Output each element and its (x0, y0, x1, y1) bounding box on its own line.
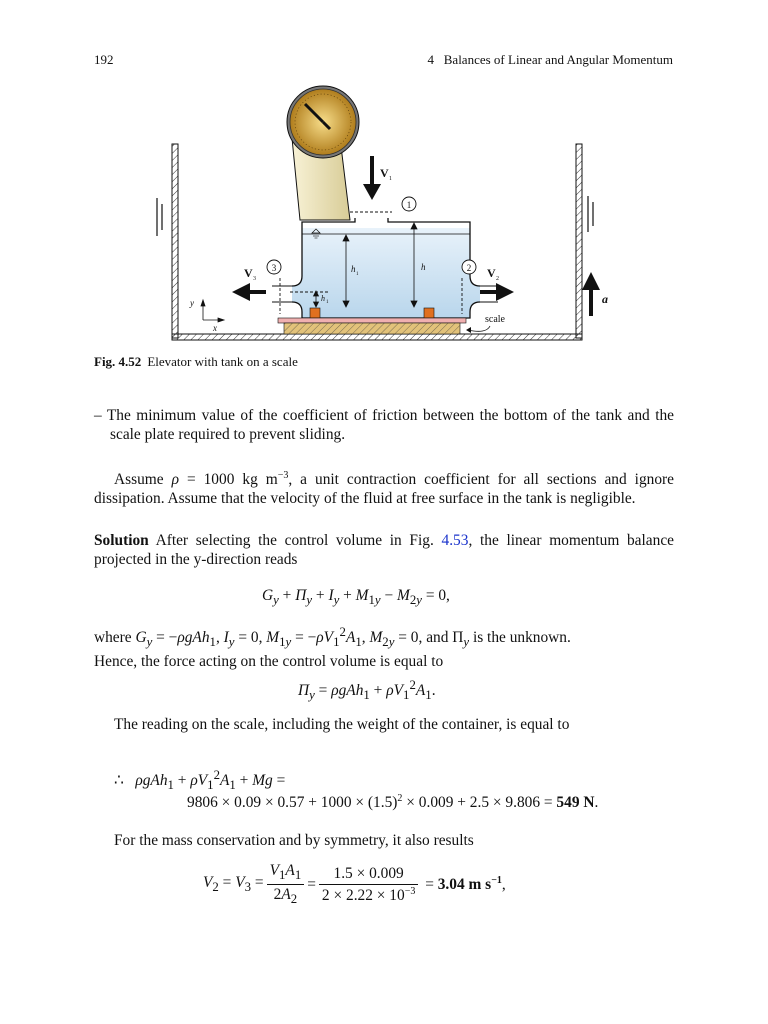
h1-label: h (351, 264, 356, 274)
axis-x-label: x (213, 323, 217, 333)
result-velocity: 3.04 m s (437, 876, 492, 894)
figure-elevator-tank (150, 84, 608, 346)
caption-label: Fig. 4.52 (94, 354, 142, 369)
mass-paragraph: For the mass conservation and by symmetry, it also results (114, 832, 474, 849)
page-number: 192 (94, 52, 114, 67)
v3-label: V (244, 266, 253, 280)
axis-y-label: y (190, 298, 194, 308)
equation-reading-symbolic: ∴ $\rho gAh_1 + \rho V_1^2A_1 + Mg$ = (114, 768, 286, 793)
figure-link[interactable]: 4.53 (441, 532, 469, 549)
caption-text: Elevator with tank on a scale (147, 354, 298, 369)
h1-sub: 1 (356, 272, 359, 277)
scale-label: scale (485, 314, 505, 325)
gauge-icon (287, 86, 359, 158)
h-label: h (421, 262, 426, 272)
section-3-label: 3 (271, 263, 277, 273)
accel-label: a (602, 292, 608, 306)
v3-sub: 3 (253, 276, 256, 282)
section-1-label: 1 (406, 200, 412, 210)
bullet-paragraph: – The minimum value of the coefficient of friction between the bottom of the tank and the scale plate required to prevent sliding. (94, 407, 674, 443)
figure-caption (94, 354, 298, 370)
running-head: 4 Balances of Linear and Angular Momentum (427, 52, 673, 67)
where-paragraph: where $G_y = -\rho gAh_1$, $I_y = 0$, $M_{1y} = -\rho V_1^2A_1$, $M_{2y} = 0$, and $\Pi_y$ is the unknown. Hence, the force acting on the control volume is equal to (94, 625, 571, 671)
coordinate-axes (201, 300, 224, 322)
equation-reading-numeric: $9806 \times 0.09 \times 0.57 + 1000 \times (1.5)^2 \times 0.009 + 2.5 \times 9.806 = 549$ N. (187, 793, 599, 812)
v2-sub: 2 (496, 276, 499, 282)
v1-sub: 1 (389, 176, 392, 182)
result-reading: 549 N (556, 794, 595, 812)
equation-force: $\Pi_y = \rho gAh_1 + \rho V_1^2A_1$. (298, 678, 436, 703)
v1-label: V (380, 166, 389, 180)
assume-paragraph: Assume ρ = 1000 kg $m^{-3}$, a unit contraction coefficient for all sections and ignore dissipation. Assume that the velocity of the fluid at free surface in the tank is negligible. (94, 470, 674, 508)
h1-small-sub: 1 (326, 300, 329, 305)
equation-momentum-balance: $G_y + \Pi_y + I_y + M_{1y} - M_{2y} = 0$, (262, 587, 450, 608)
v2-label: V (487, 266, 496, 280)
solution-paragraph: Solution After selecting the control volume in Fig. 4.53, the linear momentum balance projected in the y-direction reads (94, 532, 674, 568)
h1-small-label: h (321, 294, 325, 303)
equation-velocity: $V_2 = V_3$ = $\frac{V_1A_1}{2A_2}$ = $\frac{1.5 \times 0.009}{2 \times 2.22 \times 10^{-3}}$ = 3.04 m $s^{-1}$, (203, 862, 506, 907)
section-2-label: 2 (466, 263, 472, 273)
reading-paragraph: The reading on the scale, including the weight of the container, is equal to (114, 716, 570, 733)
